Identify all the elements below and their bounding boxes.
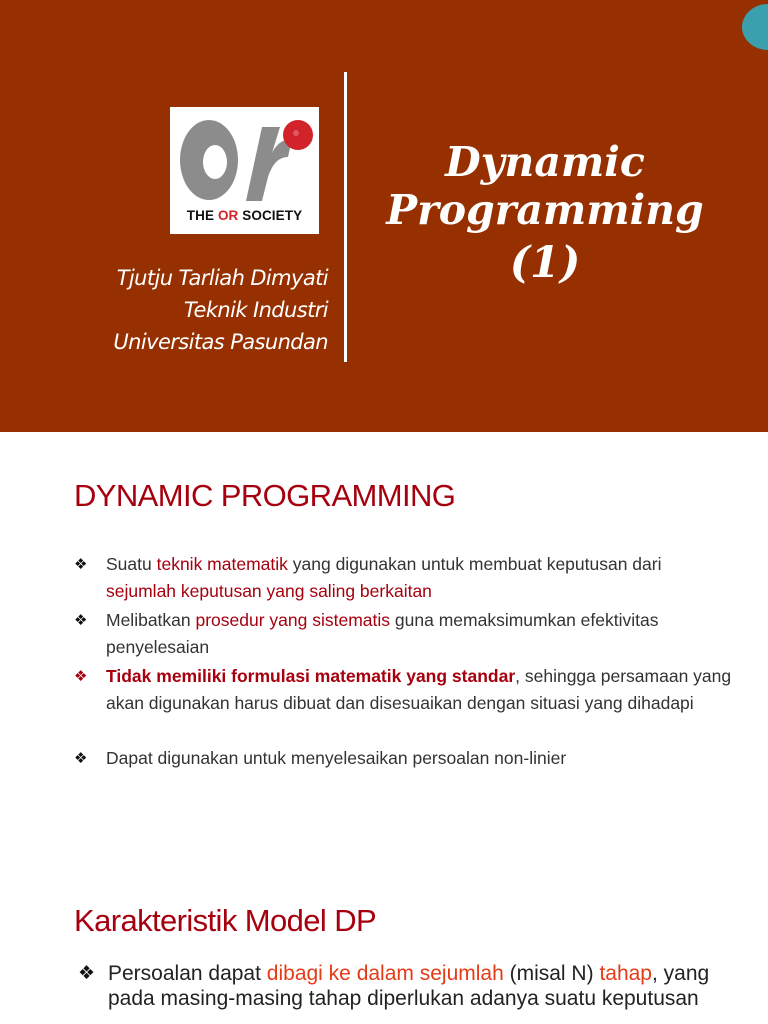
slide-heading: DYNAMIC PROGRAMMING — [74, 478, 456, 513]
diamond-bullet-icon: ❖ — [74, 555, 88, 573]
bullet-text-highlight: sejumlah keputusan yang saling berkaitan — [106, 581, 432, 601]
definition-slide — [0, 432, 768, 864]
diamond-bullet-icon: ❖ — [74, 667, 88, 685]
logo-caption-prefix: THE — [186, 208, 218, 223]
bullet-text-part: yang digunakan untuk membuat keputusan dari — [287, 554, 662, 574]
title-slide — [0, 0, 768, 432]
diamond-bullet-icon: ❖ — [78, 962, 96, 984]
or-logo-mark-icon — [176, 113, 313, 205]
bullet-text-part: guna memaksimumkan efektivitas penyelesaian — [106, 610, 659, 657]
bullet-item — [74, 663, 734, 717]
author-university: Universitas Pasundan — [113, 330, 328, 354]
bullet-text-part: (misal N) — [503, 962, 600, 985]
author-department: Teknik Industri — [183, 298, 328, 322]
logo-caption-suffix: SOCIETY — [238, 208, 303, 223]
bullet-text-highlight: tahap — [599, 962, 652, 985]
bullet-text-part: , yang pada masing-masing tahap diperlukan adanya suatu keputusan — [108, 962, 710, 1010]
diamond-bullet-icon: ❖ — [74, 611, 88, 629]
bullet-text-part: Suatu — [106, 554, 157, 574]
characteristics-slide — [0, 864, 768, 1024]
bullet-text-part: Melibatkan — [106, 610, 196, 630]
bullet-item — [78, 961, 718, 1011]
slide-heading: Karakteristik Model DP — [74, 903, 377, 938]
bullet-text-highlight: teknik matematik — [156, 554, 288, 574]
bullet-text-part: Persoalan dapat — [108, 962, 267, 985]
bullet-text — [78, 961, 718, 1011]
title-line-2: Programming — [386, 186, 704, 234]
bullet-text — [74, 745, 734, 772]
diamond-bullet-icon: ❖ — [74, 749, 88, 767]
bullet-text-part: Dapat digunakan untuk menyelesaikan persoalan non-linier — [106, 748, 567, 768]
corner-accent-circle — [742, 4, 768, 50]
bullet-item — [74, 607, 734, 661]
bullet-item — [74, 551, 734, 605]
bullet-text-highlight: dibagi ke dalam sejumlah — [266, 962, 504, 985]
bullet-text-part: , sehingga persamaan yang akan digunakan harus dibuat dan disesuaikan dengan situasi yang dihadapi — [106, 666, 732, 713]
or-society-logo — [170, 107, 319, 234]
author-name: Tjutju Tarliah Dimyati — [116, 266, 328, 290]
bullet-text — [74, 551, 734, 605]
title-divider — [344, 72, 347, 362]
bullet-text — [74, 607, 734, 661]
title-line-3: (1) — [509, 238, 581, 288]
bullet-text — [74, 663, 734, 717]
bullet-text-highlight: Tidak memiliki formulasi matematik yang standar — [106, 666, 516, 686]
logo-caption-accent: OR — [217, 208, 239, 223]
logo-caption — [170, 208, 319, 223]
bullet-text-highlight: prosedur yang sistematis — [195, 610, 391, 630]
title-line-1: Dynamic — [445, 138, 645, 186]
bullet-item — [74, 745, 734, 772]
